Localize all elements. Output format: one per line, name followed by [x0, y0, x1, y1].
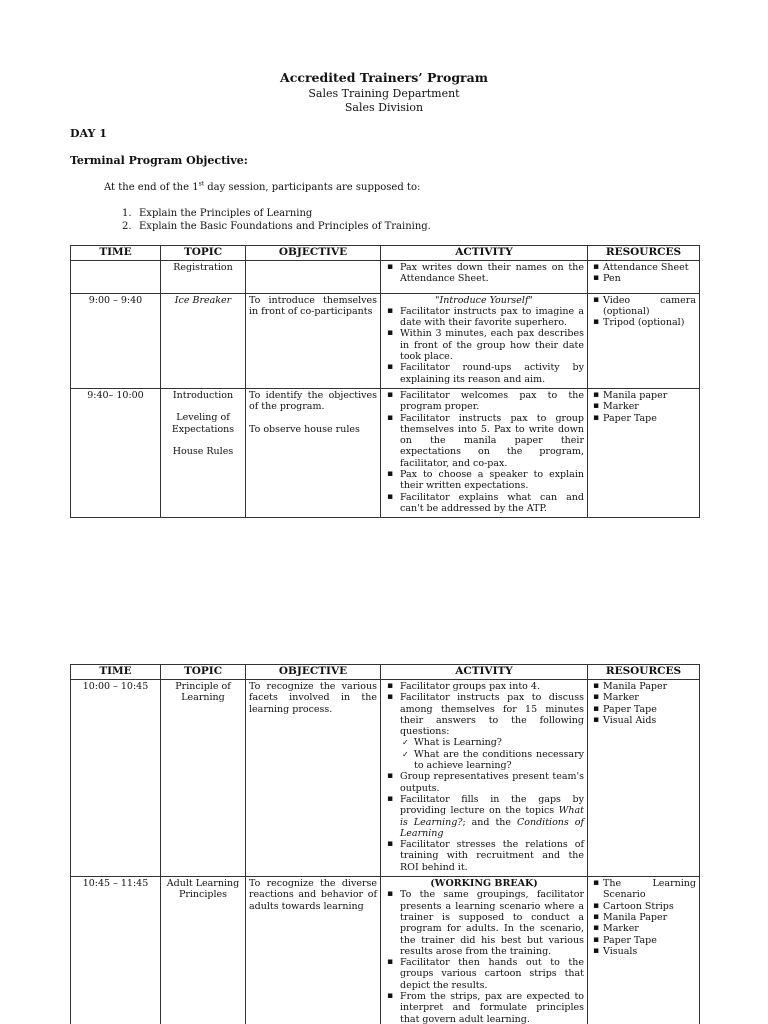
activity-item: ▪ Within 3 minutes, each pax describes in front of the group how their date took place. [384, 328, 584, 362]
col-header-objective: OBJECTIVE [246, 246, 381, 261]
col-header-activity: ACTIVITY [381, 246, 588, 261]
objective-cell: To recognize the diverse reactions and behavior of adults towards learning [246, 877, 381, 1024]
topic-cell: Adult Learning Principles [161, 877, 246, 1024]
col-header-resources: RESOURCES [588, 665, 700, 680]
objective-item: 1. Explain the Principles of Learning [122, 208, 313, 219]
resource-item: ▪ Manila paper [591, 390, 696, 401]
activity-item: ▪ Facilitator explains what can and can't be addressed by the ATP. [384, 492, 584, 515]
topic-cell: Registration [161, 261, 246, 294]
time-cell: 9:40– 10:00 [71, 388, 161, 517]
topic-cell: Ice Breaker [161, 293, 246, 388]
resources-cell [588, 877, 700, 1024]
intro-sentence: At the end of the 1st day session, participants are supposed to: [104, 180, 421, 193]
activity-title: (WORKING BREAK) [430, 878, 538, 890]
activity-item: ▪ From the strips, pax are expected to interpret and formulate principles that govern adult learning. [384, 991, 584, 1024]
resource-item: ▪ Marker [591, 923, 696, 934]
table-header-row [71, 246, 700, 261]
activity-item: ▪ Facilitator instructs pax to imagine a date with their favorite superhero. [384, 306, 584, 329]
objectives-list [122, 207, 431, 233]
table-row [71, 388, 700, 517]
activity-cell [381, 680, 588, 877]
col-header-resources: RESOURCES [588, 246, 700, 261]
division-subtitle: Sales Division [344, 101, 424, 114]
activity-cell [381, 293, 588, 388]
resources-cell [588, 680, 700, 877]
col-header-time: TIME [71, 246, 161, 261]
resource-item: ▪ Video camera (optional) [591, 295, 696, 318]
resource-item: ▪ Marker [591, 692, 696, 703]
activity-item: ▪ To the same groupings, facilitator presents a learning scenario where a trainer is supposed to conduct a program for adults. In the scenario, the trainer did his best but various results arose from the training. [384, 889, 584, 957]
resource-item: ▪ Manila Paper [591, 681, 696, 692]
resources-cell [588, 388, 700, 517]
schedule-table-1 [70, 245, 700, 518]
col-header-activity: ACTIVITY [381, 665, 588, 680]
objective-cell: To introduce themselves in front of co-participants [246, 293, 381, 388]
resource-item: ▪ Tripod (optional) [591, 317, 696, 328]
activity-cell [381, 877, 588, 1024]
resources-cell [588, 293, 700, 388]
objective-heading: Terminal Program Objective: [70, 154, 248, 167]
table-row [71, 261, 700, 294]
resource-item: ▪ Pen [591, 273, 696, 284]
question-item: ✓ What are the conditions necessary to achieve learning? [400, 749, 584, 772]
resource-item: ▪ Visual Aids [591, 715, 696, 726]
activity-item: ▪ Facilitator round-ups activity by explaining its reason and aim. [384, 362, 584, 385]
resource-item: ▪ Manila Paper [591, 912, 696, 923]
activity-item: ▪ Facilitator stresses the relations of training with recruitment and the ROI behind it. [384, 839, 584, 873]
time-cell [71, 261, 161, 294]
activity-item: ▪ Group representatives present team's outputs. [384, 771, 584, 794]
activity-item: ▪ Pax to choose a speaker to explain their written expectations. [384, 469, 584, 492]
activity-item: ▪ Facilitator then hands out to the groups various cartoon strips that depict the results. [384, 957, 584, 991]
activity-cell [381, 261, 588, 294]
activity-item: ▪ Facilitator instructs pax to group themselves into 5. Pax to write down on the manila paper their expectations on the program, facilitator, and co-pax. [384, 413, 584, 469]
time-cell: 9:00 – 9:40 [71, 293, 161, 388]
activity-item: ▪ Facilitator instructs pax to discuss among themselves for 15 minutes their answers to the following questions: [384, 692, 584, 737]
resource-item: ▪ The Learning Scenario [591, 878, 696, 901]
activity-cell [381, 388, 588, 517]
resource-item: ▪ Cartoon Strips [591, 901, 696, 912]
topic-cell: Principle of Learning [161, 680, 246, 877]
department-subtitle: Sales Training Department [308, 87, 460, 100]
activity-item: ▪ Facilitator groups pax into 4. [384, 681, 584, 692]
question-item: ✓ What is Learning? [400, 737, 584, 748]
activity-item: ▪ Pax writes down their names on the Attendance Sheet. [384, 262, 584, 285]
time-cell: 10:00 – 10:45 [71, 680, 161, 877]
resources-cell [588, 261, 700, 294]
col-header-topic: TOPIC [161, 246, 246, 261]
resource-item: ▪ Marker [591, 401, 696, 412]
objective-item: 2. Explain the Basic Foundations and Principles of Training. [122, 221, 431, 232]
resource-item: ▪ Visuals [591, 946, 696, 957]
document-title: Accredited Trainers’ Program [280, 70, 488, 85]
topic-cell: Introduction Leveling of Expectations House Rules [161, 388, 246, 517]
resource-item: ▪ Paper Tape [591, 935, 696, 946]
table-row [71, 877, 700, 1024]
col-header-time: TIME [71, 665, 161, 680]
col-header-topic: TOPIC [161, 665, 246, 680]
time-cell: 10:45 – 11:45 [71, 877, 161, 1024]
table-header-row [71, 665, 700, 680]
col-header-objective: OBJECTIVE [246, 665, 381, 680]
resource-item: ▪ Paper Tape [591, 704, 696, 715]
day-label: DAY 1 [70, 127, 107, 140]
activity-item: ▪ Facilitator fills in the gaps by providing lecture on the topics What is Learning?; and the Conditions of Learning [384, 794, 584, 839]
table-row [71, 293, 700, 388]
objective-cell [246, 261, 381, 294]
resource-item: ▪ Paper Tape [591, 413, 696, 424]
objective-cell: To recognize the various facets involved in the learning process. [246, 680, 381, 877]
table-row [71, 680, 700, 877]
resource-item: ▪ Attendance Sheet [591, 262, 696, 273]
activity-item: ▪ Facilitator welcomes pax to the program proper. [384, 390, 584, 413]
objective-cell: To identify the objectives of the program. To observe house rules [246, 388, 381, 517]
activity-title: "Introduce Yourself" [435, 294, 533, 306]
schedule-table-2 [70, 664, 700, 1024]
